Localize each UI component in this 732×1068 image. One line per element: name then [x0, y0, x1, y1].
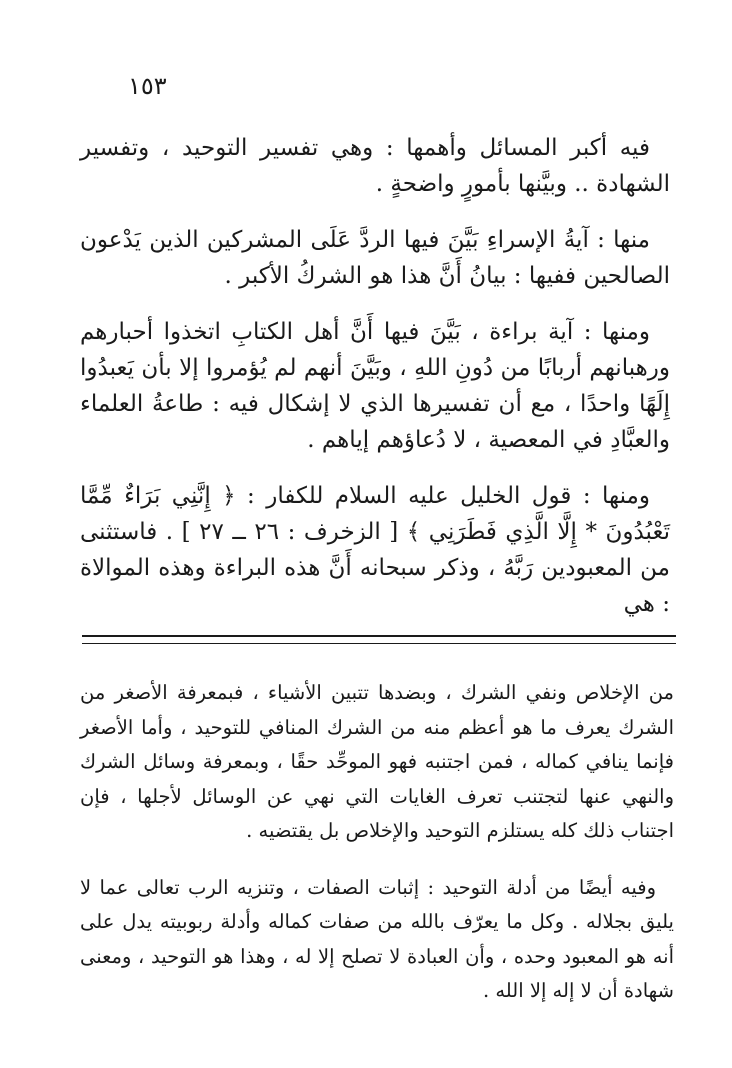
- main-paragraph: منها : آيةُ الإسراءِ بَيَّنَ فيها الردَّ عَلَى المشركين الذين يَدْعون الصالحين ففيها : بيانُ أَنَّ هذا هو الشركُ الأكبر .: [80, 227, 670, 289]
- footnote-text: [80, 676, 674, 1031]
- page-number: ١٥٣: [128, 72, 167, 100]
- footnote-divider: [82, 635, 676, 644]
- main-text: [80, 130, 670, 642]
- main-paragraph: ومنها : قول الخليل عليه السلام للكفار : ﴿ إِنَّنِي بَرَاءٌ مِّمَّا تَعْبُدُونَ * إِلَّا الَّذِي فَطَرَنِي ﴾ [ الزخرف : ٢٦ ــ ٢٧ ] . فاستثنى من المعبودين رَبَّهُ ، وذكر سبحانه أَنَّ هذه البراءة وهذه الموالاة : هي: [80, 483, 670, 617]
- main-paragraph: ومنها : آية براءة ، بَيَّنَ فيها أَنَّ أهل الكتابِ اتخذوا أحبارهم ورهبانهم أربابًا من دُونِ اللهِ ، وبَيَّنَ أنهم لم يُؤمروا إلا بأن يَعبدُوا إِلَهًا واحدًا ، مع أن تفسيرها الذي لا إشكال فيه : طاعةُ العلماء والعبَّادِ في المعصية ، لا دُعاؤهم إياهم .: [80, 319, 670, 453]
- main-paragraph: فيه أكبر المسائل وأهمها : وهي تفسير التوحيد ، وتفسير الشهادة .. وبيَّنها بأمورٍ واضحةٍ .: [80, 135, 670, 197]
- footnote-paragraph: من الإخلاص ونفي الشرك ، وبضدها تتبين الأشياء ، فبمعرفة الأصغر من الشرك يعرف ما هو أعظم منه من الشرك المنافي للتوحيد ، وأما الأصغر فإنما ينافي كماله ، فمن اجتنبه فهو الموحِّد حقًا ، وبمعرفة وسائل الشرك والنهي عنها لتجتنب تعرف الغايات التي نهي عن الوسائل لأجلها ، فإن اجتناب ذلك كله يستلزم التوحيد والإخلاص بل يقتضيه .: [80, 681, 674, 842]
- footnote-paragraph: وفيه أيضًا من أدلة التوحيد : إثبات الصفات ، وتنزيه الرب تعالى عما لا يليق بجلاله . وكل ما يعرّف بالله من صفات كماله وأدلة ربوبيته يدل على أنه هو المعبود وحده ، وأن العبادة لا تصلح إلا له ، وهذا هو التوحيد ، ومعنى شهادة أن لا إله إلا الله .: [80, 875, 674, 1002]
